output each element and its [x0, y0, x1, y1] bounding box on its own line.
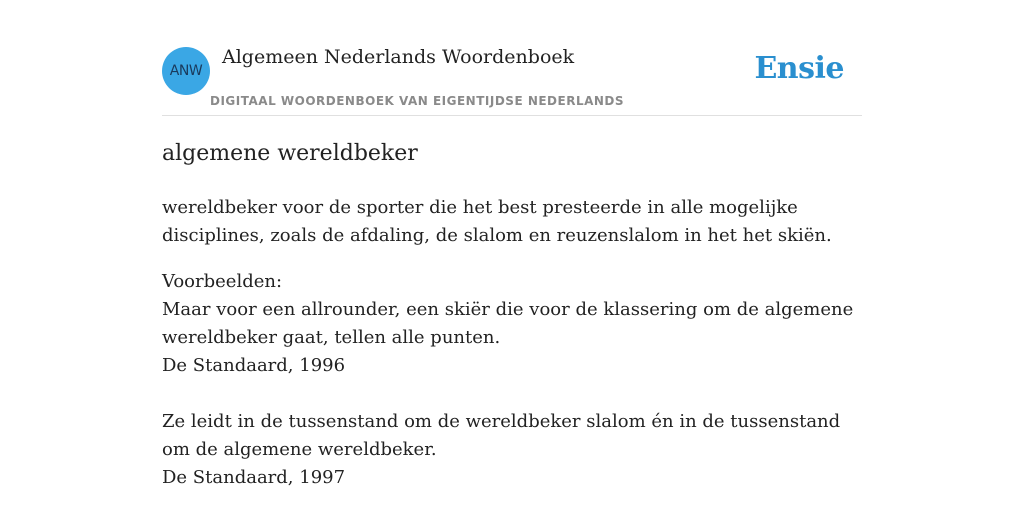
- entry-headword: algemene wereldbeker: [162, 141, 418, 166]
- page: [162, 0, 862, 512]
- example-text: Maar voor een allrounder, een skiër die voor de klassering om de algemene wereldbeker gaat, tellen alle punten.: [162, 299, 854, 348]
- example-item: [162, 296, 862, 380]
- site-header: [162, 0, 862, 116]
- example-text: Ze leidt in de tussenstand om de wereldbeker slalom én in de tussenstand om de algemene wereldbeker.: [162, 411, 841, 460]
- example-source: De Standaard, 1997: [162, 467, 346, 488]
- examples-label: Voorbeelden:: [162, 271, 283, 292]
- site-subtitle: DIGITAAL WOORDENBOEK VAN EIGENTIJDSE NEDERLANDS: [210, 94, 625, 108]
- example-item: [162, 408, 862, 492]
- site-title[interactable]: Algemeen Nederlands Woordenboek: [222, 46, 575, 68]
- example-source: De Standaard, 1996: [162, 355, 346, 376]
- anw-logo[interactable]: [162, 47, 210, 95]
- entry-definition: wereldbeker voor de sporter die het best presteerde in alle mogelijke disciplines, zoals de afdaling, de slalom en reuzenslalom in het het skiën.: [162, 197, 832, 246]
- examples-section: [162, 268, 862, 492]
- ensie-brand-logo[interactable]: Ensie: [754, 51, 844, 86]
- example-spacer: [162, 380, 862, 408]
- logo-text: ANW: [169, 63, 203, 79]
